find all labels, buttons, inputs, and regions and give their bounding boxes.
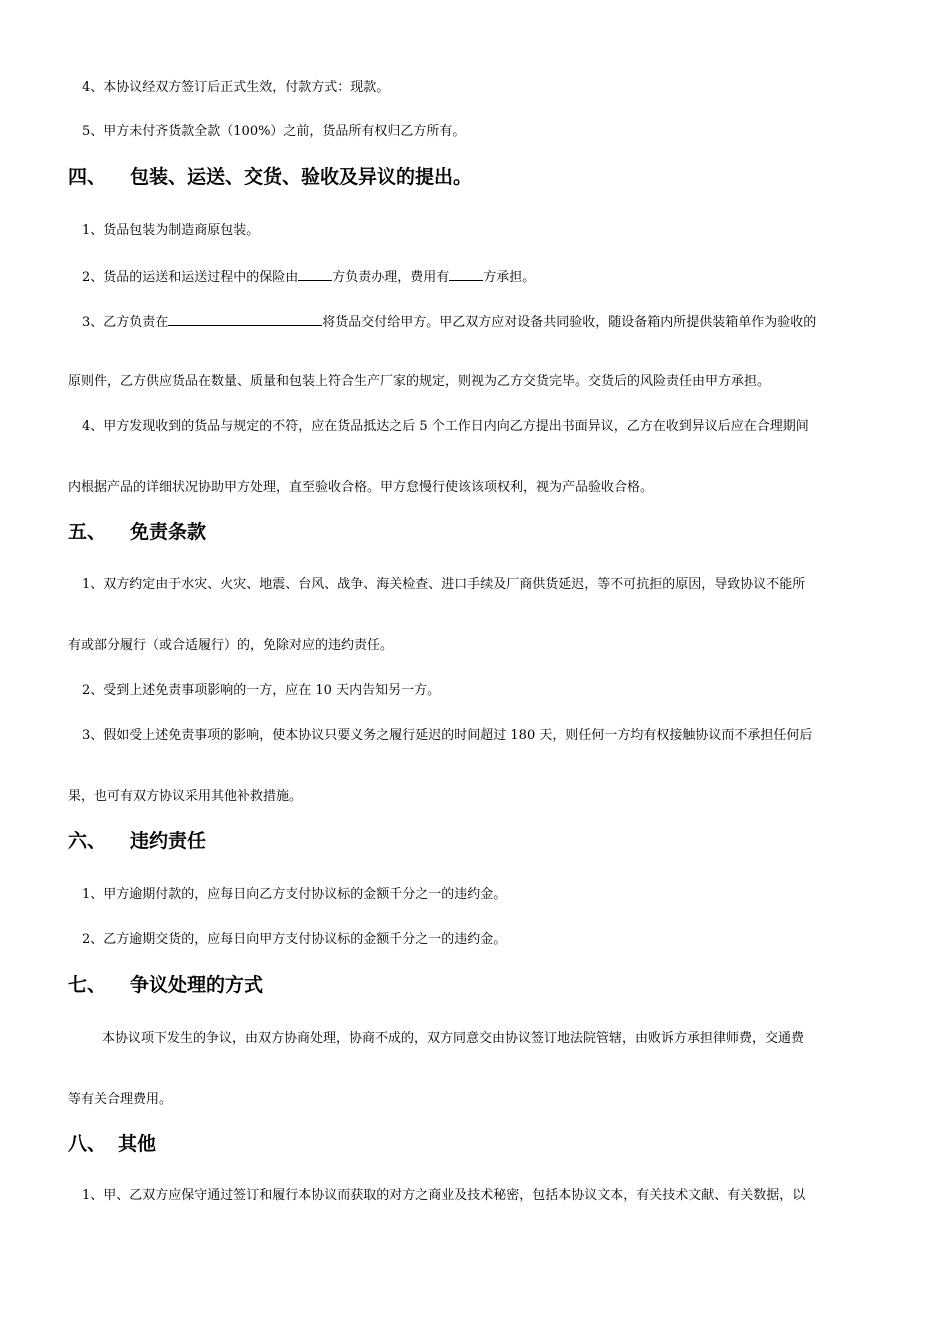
section-7-body-continued: 等有关合理费用。 bbox=[68, 1092, 173, 1107]
clause-3-5: 5、甲方未付齐货款全款（100%）之前，货品所有权归乙方所有。 bbox=[82, 124, 466, 139]
section-5-heading bbox=[68, 520, 206, 544]
clause-8-1: 1、甲、乙双方应保守通过签订和履行本协议而获取的对方之商业及技术秘密，包括本协议文本，有关技术文献、有关数据，以 bbox=[82, 1188, 806, 1203]
clause-5-3-continued: 果，也可有双方协议采用其他补救措施。 bbox=[68, 789, 303, 804]
section-7-body: 本协议项下发生的争议，由双方协商处理，协商不成的，双方同意交由协议签订地法院管辖，由败诉方承担律师费，交通费 bbox=[102, 1031, 805, 1046]
section-6-title: 违约责任 bbox=[130, 830, 207, 852]
clause-4-4-continued: 内根据产品的详细状况协助甲方处理，直至验收合格。甲方怠慢行使该该项权利，视为产品验收合格。 bbox=[68, 480, 654, 495]
section-8-title: 其他 bbox=[118, 1133, 157, 1155]
insurance-party-blank bbox=[298, 268, 332, 281]
clause-3-4: 4、本协议经双方签订后正式生效，付款方式：现款。 bbox=[82, 80, 390, 95]
clause-4-2-part-b: 方负责办理，费用有 bbox=[332, 270, 450, 285]
clause-5-3: 3、假如受上述免责事项的影响，使本协议只要义务之履行延迟的时间超过 180 天，则任何一方均有权接触协议而不承担任何后 bbox=[82, 728, 813, 743]
section-4-number: 四、 bbox=[68, 166, 107, 188]
clause-4-3-part-b: 将货品交付给甲方。甲乙双方应对设备共同验收，随设备箱内所提供装箱单作为验收的 bbox=[322, 315, 817, 330]
section-8-heading bbox=[68, 1132, 156, 1156]
section-5-number: 五、 bbox=[68, 521, 107, 543]
clause-4-1: 1、货品包装为制造商原包装。 bbox=[82, 223, 260, 238]
clause-4-3-part-a: 3、乙方负责在 bbox=[82, 315, 169, 330]
delivery-location-blank bbox=[168, 313, 322, 326]
section-7-number: 七、 bbox=[68, 974, 107, 996]
section-7-title: 争议处理的方式 bbox=[130, 974, 264, 996]
section-8-number: 八、 bbox=[68, 1133, 107, 1155]
clause-4-2-part-a: 2、货品的运送和运送过程中的保险由 bbox=[82, 270, 299, 285]
clause-4-2-part-c: 方承担。 bbox=[483, 270, 536, 285]
clause-4-2 bbox=[82, 268, 535, 287]
section-6-number: 六、 bbox=[68, 830, 107, 852]
section-5-title: 免责条款 bbox=[130, 521, 207, 543]
section-6-heading bbox=[68, 829, 206, 853]
cost-party-blank bbox=[449, 268, 483, 281]
clause-4-4: 4、甲方发现收到的货品与规定的不符，应在货品抵达之后 5 个工作日内向乙方提出书面异议，乙方在收到异议后应在合理期间 bbox=[82, 419, 809, 434]
section-7-heading bbox=[68, 973, 263, 997]
section-4-title: 包装、运送、交货、验收及异议的提出。 bbox=[130, 166, 473, 188]
clause-5-1: 1、双方约定由于水灾、火灾、地震、台风、战争、海关检查、进口手续及厂商供货延迟，等不可抗拒的原因，导致协议不能所 bbox=[82, 577, 806, 592]
clause-6-1: 1、甲方逾期付款的，应每日向乙方支付协议标的金额千分之一的违约金。 bbox=[82, 887, 507, 902]
clause-4-3-continued: 原则件，乙方供应货品在数量、质量和包装上符合生产厂家的规定，则视为乙方交货完毕。交货后的风险责任由甲方承担。 bbox=[68, 374, 771, 389]
clause-6-2: 2、乙方逾期交货的，应每日向甲方支付协议标的金额千分之一的违约金。 bbox=[82, 932, 507, 947]
clause-4-3 bbox=[82, 313, 816, 332]
clause-5-2: 2、受到上述免责事项影响的一方，应在 10 天内告知另一方。 bbox=[82, 683, 441, 698]
clause-5-1-continued: 有或部分履行（或合适履行）的，免除对应的违约责任。 bbox=[68, 638, 394, 653]
section-4-heading bbox=[68, 165, 472, 189]
